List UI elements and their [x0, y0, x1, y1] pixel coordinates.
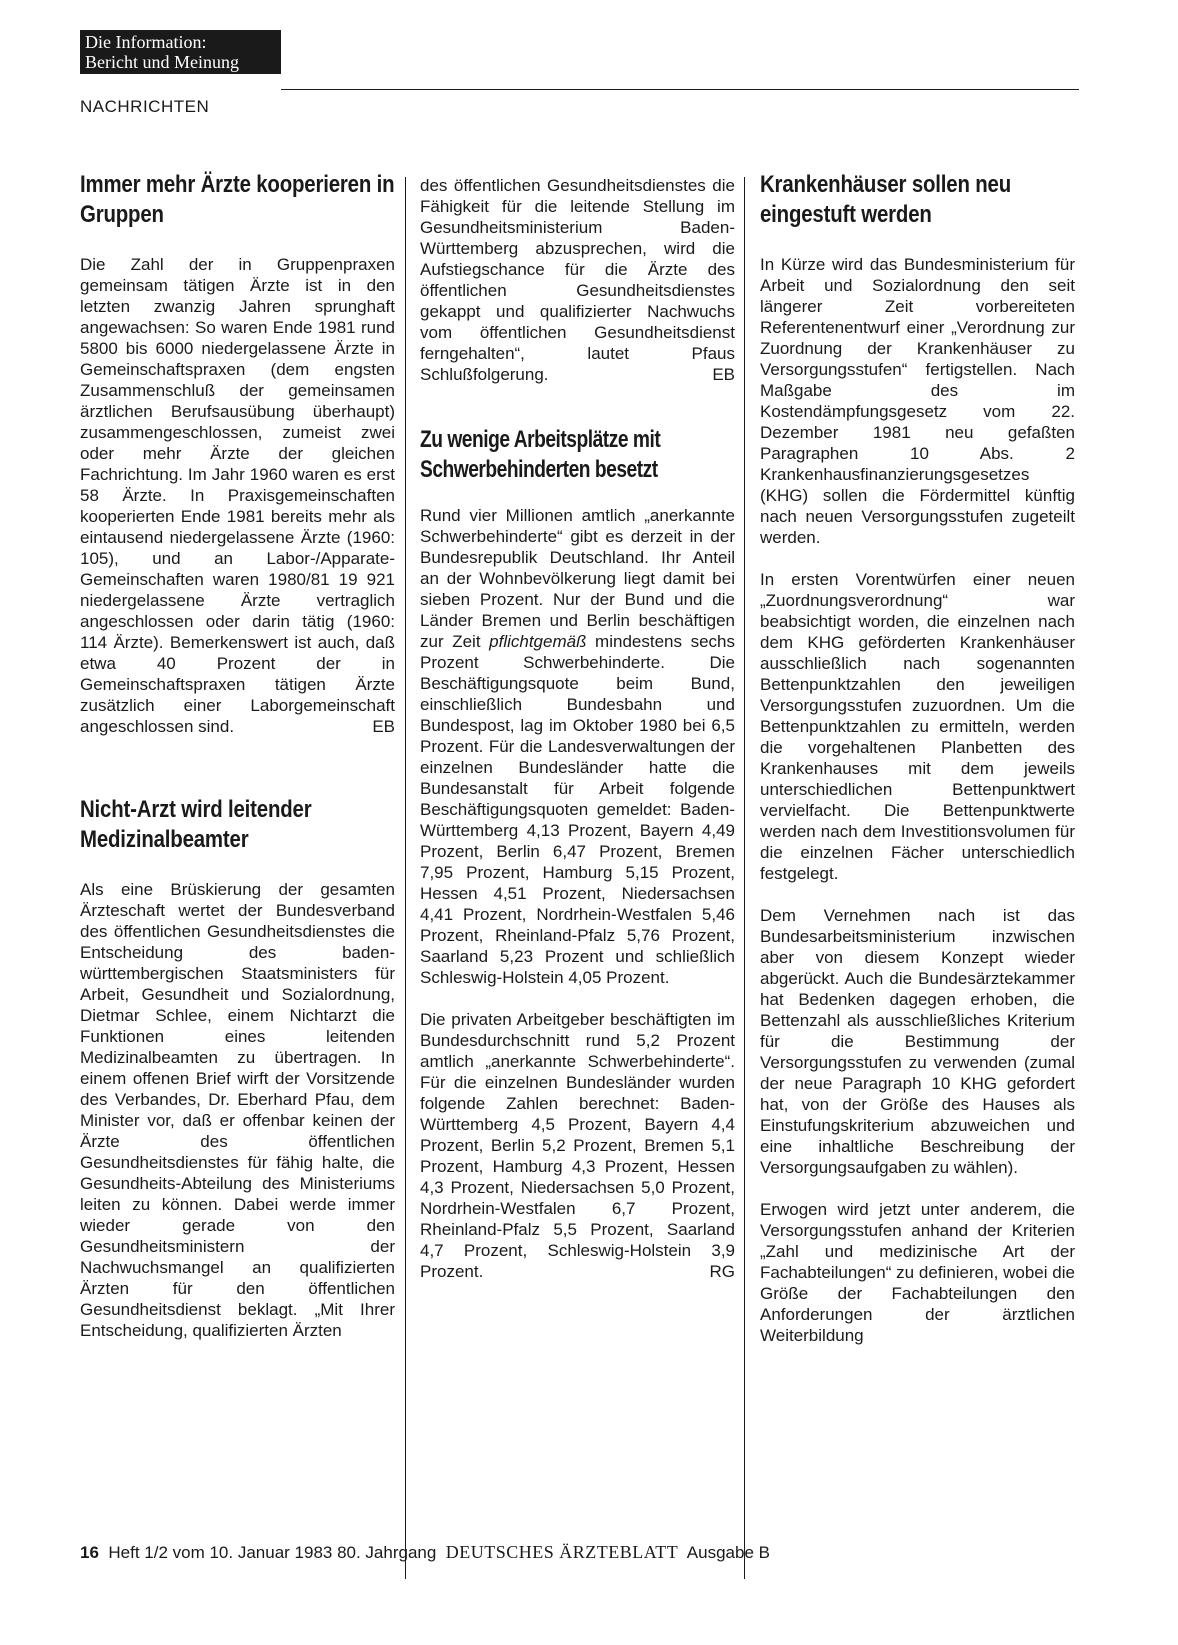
column-divider — [744, 177, 745, 1579]
article-title: Immer mehr Ärzte kooperieren in Gruppen — [80, 171, 395, 228]
article-paragraph: Erwogen wird jetzt unter anderem, die Versorgungsstufen anhand der Kriterien „Zahl und medizinische Art der Fachabteilungen“ zu definieren, wobei die Größe der Fachabteilungen den Anforderungen der ärztlichen Weiterbildung — [760, 1200, 1075, 1345]
article-signature: RG — [709, 1262, 735, 1281]
header-rule — [281, 89, 1079, 90]
column-1 — [80, 170, 395, 1640]
column-divider — [405, 177, 406, 1579]
article-paragraph: Rund vier Millionen amtlich „anerkannte Schwerbehinderte“ gibt es derzeit in der Bundesrepublik Deutschland. Ihr Anteil an der Wohnbevölkerung liegt damit bei sieben Prozent. Nur der Bund und die Länder Bremen und Berlin beschäftigen zur Zeit pflichtgemäß mindestens sechs Prozent Schwerbehinderte. Die Beschäftigungsquote beim Bund, einschließlich Bundesbahn und Bundespost, lag im Oktober 1980 bei 6,5 Prozent. Für die Landesverwaltungen der einzelnen Bundesländer hatte die Bundesanstalt für Arbeit folgende Beschäftigungsquoten gemeldet: Baden-Württemberg 4,13 Prozent, Bayern 4,49 Prozent, Berlin 6,47 Prozent, Bremen 7,95 Prozent, Hamburg 5,15 Prozent, Hessen 4,51 Prozent, Niedersachsen 4,41 Prozent, Nordrhein-Westfalen 5,46 Prozent, Rheinland-Pfalz 5,76 Prozent, Saarland 5,23 Prozent und schließlich Schleswig-Holstein 4,05 Prozent. — [420, 506, 735, 987]
article-title: Nicht-Arzt wird leitender Medizinalbeamter — [80, 796, 312, 853]
edition-label: Ausgabe B — [686, 1543, 770, 1562]
article-title: Krankenhäuser sollen neu eingestuft werden — [760, 171, 1012, 228]
article-paragraph: Die Zahl der in Gruppenpraxen gemeinsam tätigen Ärzte ist in den letzten zwanzig Jahren sprunghaft angewachsen: So waren Ende 1981 rund 5800 bis 6000 niedergelassene Ärzte in Gemeinschaftspraxen (dem engsten Zusammenschluß der gemeinsamen ärztlichen Berufsausübung überhaupt) zusammengeschlossen, zumeist zwei oder mehr Ärzte der gleichen Fachrichtung. Im Jahr 1960 waren es erst 58 Ärzte. In Praxisgemeinschaften kooperierten Ende 1981 bereits mehr als eintausend niedergelassene Ärzte (1960: 105), und an Labor-/Apparate-Gemeinschaften waren 1980/81 19 921 niedergelassene Ärzte vertraglich angeschlossen oder darin tätig (1960: 114 Ärzte). Bemerkenswert ist auch, daß etwa 40 Prozent der in Gemeinschaftspraxen tätigen Ärzte zusätzlich einer Laborgemeinschaft angeschlossen sind. EB — [80, 255, 395, 736]
article-signature: EB — [712, 365, 735, 384]
column-3 — [760, 170, 1075, 1640]
article-paragraph: Die privaten Arbeitgeber beschäftigten im Bundesdurchschnitt rund 5,2 Prozent amtlich „anerkannte Schwerbehinderte“. Für die einzelnen Bundesländer wurden folgende Zahlen berechnet: Baden-Württemberg 4,5 Prozent, Bayern 4,4 Prozent, Berlin 5,2 Prozent, Bremen 5,1 Prozent, Hamburg 4,3 Prozent, Hessen 4,3 Prozent, Niedersachsen 5,0 Prozent, Nordrhein-Westfalen 6,7 Prozent, Rheinland-Pfalz 5,5 Prozent, Saarland 4,7 Prozent, Schleswig-Holstein 3,9 Prozent. RG — [420, 1010, 735, 1281]
article-signature: EB — [372, 717, 395, 736]
page-number: 16 — [80, 1543, 99, 1562]
column-2 — [420, 175, 735, 1645]
header-line-2: Bericht und Meinung — [85, 52, 239, 72]
section-label: NACHRICHTEN — [80, 97, 210, 116]
article-paragraph: In ersten Vorentwürfen einer neuen „Zuordnungsverordnung“ war beabsichtigt worden, die einzelnen nach dem KHG geförderten Krankenhäuser ausschließlich nach sogenannten Bettenpunktzahlen den jeweiligen Versorgungsstufen zuzuordnen. Um die Bettenpunktzahlen zu ermitteln, werden die vorgehaltenen Planbetten des Krankenhauses mit dem jeweils unterschiedlichen Bettenpunktwert vervielfacht. Die Bettenpunktwerte werden nach dem Investitionsvolumen für die einzelnen Fächer unterschiedlich festgelegt. — [760, 570, 1075, 883]
article-paragraph: Als eine Brüskierung der gesamten Ärzteschaft wertet der Bundesverband des öffentlichen Gesundheitsdienstes die Entscheidung des baden-württembergischen Staatsministers für Arbeit, Gesundheit und Sozialordnung, Dietmar Schlee, einem Nichtarzt die Funktionen eines leitenden Medizinalbeamten zu übertragen. In einem offenen Brief wirft der Vorsitzende des Verbandes, Dr. Eberhard Pfau, dem Minister vor, daß er offenbar keinen der Ärzte des öffentlichen Gesundheitsdienstes für fähig halte, die Gesundheits-Abteilung des Ministeriums leiten zu können. Dabei werde immer wieder gerade von den Gesundheitsministern der Nachwuchsmangel an qualifizierten Ärzten für den öffentlichen Gesundheitsdienst beklagt. „Mit Ihrer Entscheidung, qualifizierten Ärzten — [80, 880, 395, 1340]
article-paragraph: des öffentlichen Gesundheitsdienstes die Fähigkeit für die leitende Stellung im Gesundheitsministerium Baden-Württemberg abzusprechen, wird die Aufstiegschance für die Ärzte des öffentlichen Gesundheitsdienstes gekappt und qualifizierter Nachwuchs vom öffentlichen Gesundheitsdienst ferngehalten“, lautet Pfaus Schlußfolgerung. EB — [420, 176, 735, 384]
issue-info: Heft 1/2 vom 10. Januar 1983 80. Jahrgang — [108, 1543, 437, 1562]
page-footer — [80, 1542, 770, 1563]
department-header — [80, 30, 281, 74]
article-paragraph: Dem Vernehmen nach ist das Bundesarbeitsministerium inzwischen aber von diesem Konzept wieder abgerückt. Auch die Bundesärztekammer hat Bedenken dagegen erhoben, die Bettenzahl als ausschließliches Kriterium für die Bestimmung der Versorgungsstufen zu verwenden (zumal der neue Paragraph 10 KHG gefordert hat, von der Größe des Hauses als Einstufungskriterium abzuweichen und eine inhaltliche Beschreibung der Versorgungsaufgaben zu wählen). — [760, 906, 1075, 1177]
header-line-1: Die Information: — [85, 32, 207, 52]
emphasis: pflichtgemäß — [489, 632, 587, 651]
article-paragraph: In Kürze wird das Bundesministerium für Arbeit und Sozialordnung den seit längerer Zeit vorbereiteten Referentenentwurf einer „Verordnung zur Zuordnung der Krankenhäuser zu Versorgungsstufen“ fertigstellen. Nach Maßgabe des im Kostendämpfungsgesetz vom 22. Dezember 1981 neu gefaßten Paragraphen 10 Abs. 2 Krankenhausfinanzierungsgesetzes (KHG) sollen die Fördermittel künftig nach neuen Versorgungsstufen zugeteilt werden. — [760, 255, 1075, 547]
article-title: Zu wenige Arbeitsplätze mit Schwerbehinderten besetzt — [420, 426, 661, 483]
magazine-name: DEUTSCHES ÄRZTEBLATT — [445, 1542, 679, 1562]
